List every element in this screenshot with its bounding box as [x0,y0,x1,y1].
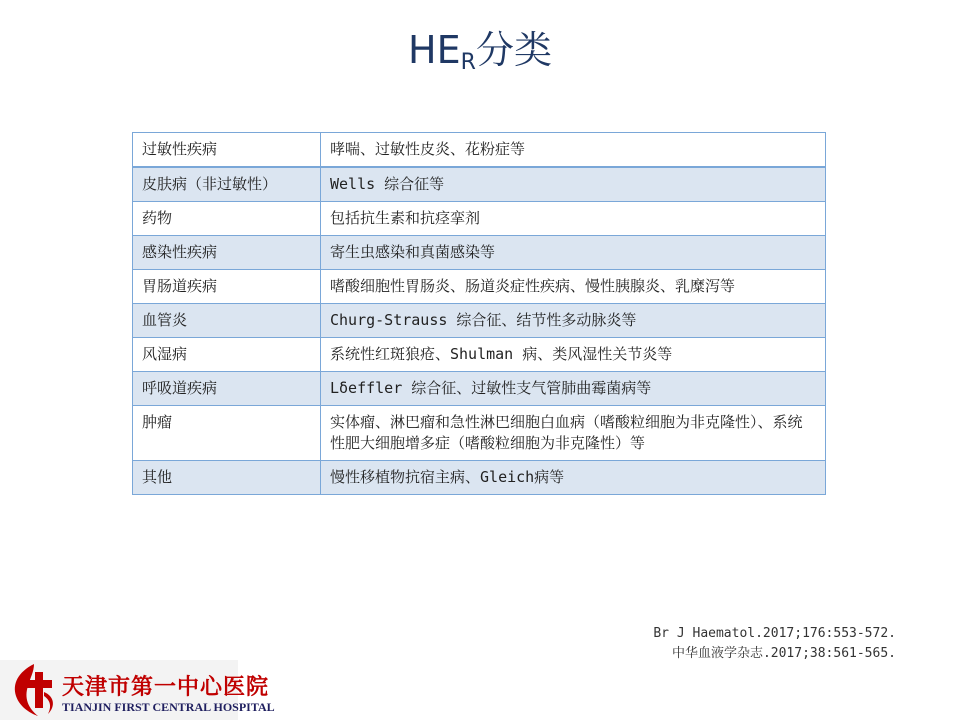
title-subscript: R [460,50,476,75]
slide-title [0,20,960,80]
detail-cell: Churg-Strauss 综合征、结节性多动脉炎等 [321,304,826,338]
detail-cell: Wells 综合征等 [321,167,826,202]
category-cell: 皮肤病（非过敏性） [133,167,321,202]
category-cell: 风湿病 [133,338,321,372]
classification-table [132,132,826,495]
table-row [133,202,826,236]
reference-line: Br J Haematol.2017;176:553-572. [653,626,896,641]
table-row [133,304,826,338]
table-row [133,167,826,202]
title-main: HE [408,28,461,72]
references [653,624,896,664]
detail-cell: 寄生虫感染和真菌感染等 [321,236,826,270]
hospital-logo [0,660,275,720]
hospital-name-en: TIANJIN FIRST CENTRAL HOSPITAL [62,700,275,714]
category-cell: 肿瘤 [133,406,321,461]
table-row [133,270,826,304]
classification-table-wrap [132,132,826,495]
category-cell: 胃肠道疾病 [133,270,321,304]
detail-cell: 哮喘、过敏性皮炎、花粉症等 [321,133,826,168]
category-cell: 其他 [133,461,321,495]
category-cell: 呼吸道疾病 [133,372,321,406]
title-suffix: 分类 [475,28,552,72]
category-cell: 药物 [133,202,321,236]
hospital-name-cn: 天津市第一中心医院 [62,674,270,700]
detail-cell: 系统性红斑狼疮、Shulman 病、类风湿性关节炎等 [321,338,826,372]
table-row [133,236,826,270]
table-row [133,338,826,372]
detail-cell: 慢性移植物抗宿主病、Gleich病等 [321,461,826,495]
table-row [133,372,826,406]
detail-cell: 包括抗生素和抗痉挛剂 [321,202,826,236]
category-cell: 感染性疾病 [133,236,321,270]
category-cell: 过敏性疾病 [133,133,321,168]
detail-cell: 嗜酸细胞性胃肠炎、肠道炎症性疾病、慢性胰腺炎、乳糜泻等 [321,270,826,304]
detail-cell: Lδeffler 综合征、过敏性支气管肺曲霉菌病等 [321,372,826,406]
category-cell: 血管炎 [133,304,321,338]
table-row [133,406,826,461]
detail-cell: 实体瘤、淋巴瘤和急性淋巴细胞白血病（嗜酸粒细胞为非克隆性）、系统性肥大细胞增多症（嗜酸粒细胞为非克隆性）等 [321,406,826,461]
table-row [133,461,826,495]
hospital-emblem-icon [8,662,60,718]
reference-line: 中华血液学杂志.2017;38:561-565. [671,646,896,661]
table-row [133,133,826,168]
